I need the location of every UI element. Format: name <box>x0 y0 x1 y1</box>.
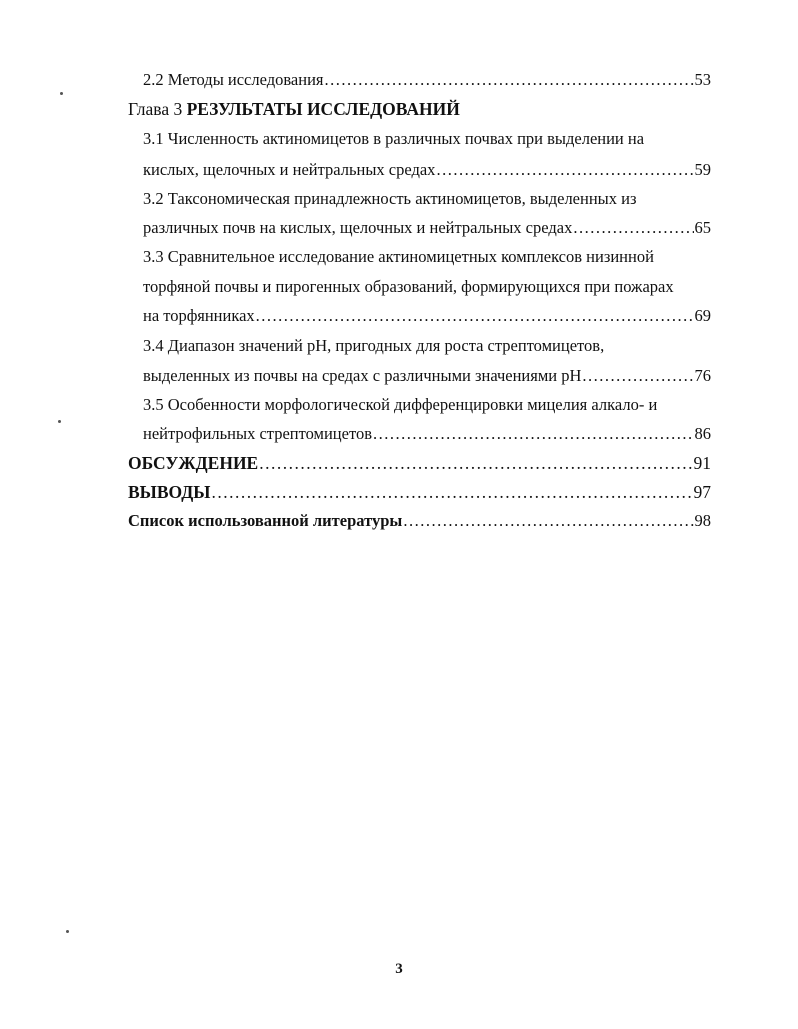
scan-speck <box>58 420 61 423</box>
toc-chapter-3 <box>128 99 460 119</box>
toc-entry-title: Список использованной литературы <box>128 511 403 530</box>
scan-speck <box>66 930 69 933</box>
toc-entry-title: выделенных из почвы на средах с различными значениями pH <box>143 366 582 385</box>
toc-entry-3-3-line1: 3.3 Сравнительное исследование актиномицетных комплексов низинной <box>143 247 654 266</box>
chapter-title: РЕЗУЛЬТАТЫ ИССЛЕДОВАНИЙ <box>186 99 460 119</box>
toc-entry-3-4-line1: 3.4 Диапазон значений pH, пригодных для роста стрептомицетов, <box>143 336 605 355</box>
toc-entry-title: ВЫВОДЫ <box>128 482 211 502</box>
toc-entry-3-1-line1: 3.1 Численность актиномицетов в различных почвах при выделении на <box>143 129 645 148</box>
scan-speck <box>60 92 63 95</box>
toc-entry-3-5-line1: 3.5 Особенности морфологической дифференцировки мицелия алкало- и <box>143 395 658 414</box>
toc-entry-2-2 <box>143 70 711 90</box>
toc-entry-title: различных почв на кислых, щелочных и нейтральных средах <box>143 218 573 237</box>
toc-page-number: 91 <box>693 453 711 473</box>
toc-leader <box>582 366 693 386</box>
toc-entry-discussion <box>128 453 711 473</box>
toc-leader <box>403 511 693 531</box>
toc-page-number: 59 <box>694 160 711 179</box>
page-number: 3 <box>395 961 403 977</box>
toc-page-number: 53 <box>694 70 711 89</box>
toc-entry-3-2-line1: 3.2 Таксономическая принадлежность актиномицетов, выделенных из <box>143 189 637 208</box>
toc-entry-title: ОБСУЖДЕНИЕ <box>128 453 259 473</box>
toc-entry-3-1 <box>143 160 711 180</box>
toc-page-number: 97 <box>693 482 711 502</box>
toc-leader <box>573 218 693 238</box>
toc-entry-3-5 <box>143 424 711 444</box>
toc-entry-title: на торфянниках <box>143 306 255 325</box>
toc-entry-title: кислых, щелочных и нейтральных средах <box>143 160 436 179</box>
toc-entry-title: 2.2 Методы исследования <box>143 70 324 89</box>
toc-entry-3-2 <box>143 218 711 238</box>
toc-leader <box>373 424 694 444</box>
toc-page-number: 69 <box>694 306 711 325</box>
toc-page-number: 98 <box>694 511 711 530</box>
toc-leader <box>212 482 693 502</box>
toc-entry-3-3-line2: торфяной почвы и пирогенных образований, формирующихся при пожарах <box>143 277 674 296</box>
toc-leader <box>436 160 693 180</box>
toc-leader <box>325 70 694 90</box>
chapter-prefix: Глава 3 <box>128 99 183 119</box>
toc-leader <box>256 306 694 326</box>
toc-entry-3-3 <box>143 306 711 326</box>
toc-entry-3-4 <box>143 366 711 386</box>
toc-page-number: 76 <box>694 366 711 385</box>
toc-entry-references <box>128 511 711 531</box>
toc-entry-conclusions <box>128 482 711 502</box>
toc-page-number: 65 <box>694 218 711 237</box>
toc-entry-title: нейтрофильных стрептомицетов <box>143 424 372 443</box>
toc-leader <box>259 453 692 473</box>
toc-page-number: 86 <box>694 424 711 443</box>
